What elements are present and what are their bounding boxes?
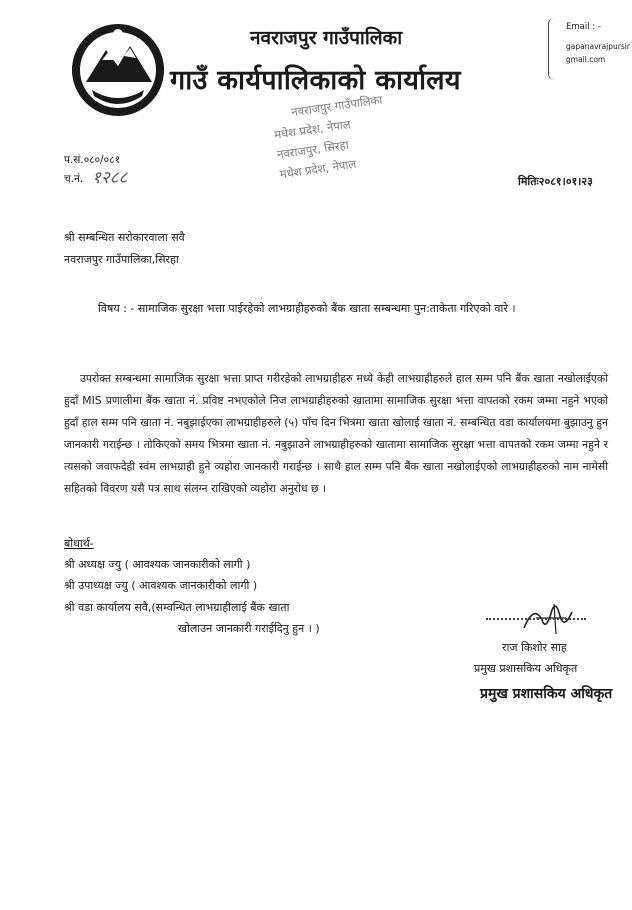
email-label: Email : - [566,22,601,32]
email-address-part1: gapanavrajpursir [566,42,630,51]
body-paragraph: उपरोक्त सम्बन्धमा सामाजिक सुरक्षा भत्ता प्राप्त गरीरहेको लाभग्राहीहरु मध्ये केही लाभग्राहीहरुले हाल सम्म पनि बैंक खाता नखोलाईएको हुदाँ MIS प्रणालीमा बैंक खाता नं. प्रविष्ट नभएकोले निज लाभग्राहीहरुको खातामा सामाजिक सुरक्षा भत्ता वापतको रकम जम्मा नहुने भएको हुदाँ हाल सम्म पनि खाता नं. नबुझाईएका लाभग्राहीहरुले (५) पाँच दिन भित्रमा खाता खोलाई खाता नं. सम्बन्धित वडा कार्यालयमा बुझाउनु हुन जानकारी गराईन्छ । तोकिएको समय भित्रमा खाता नं. नबुझाउने लाभग्राहीहरुको खातामा सामाजिक सुरक्षा भत्ता वापतको रकम जम्मा नहुने र त्यसको जवाफदेही स्वंम लाभग्राही हुने व्यहोरा जानकारी गराईन्छ । साथै हाल सम्म पनि बैंक खाता नखोलाईएको लाभग्राहीहरुको नाम नामेसी सहितको विवरण यसै पत्र साथ संलग्न राखिएको व्यहोरा अनुरोध छ । [64,372,608,495]
signatory-title-stamp: प्रमुख प्रशासकिय अधिकृत [480,686,613,702]
signatory-title: प्रमुख प्रशासकिय अधिकृत [474,662,578,675]
stamp-line-4: मधेश प्रदेश, नेपाल [278,156,358,182]
stamp-line-1: नवराजपुर गाउँपालिका [290,92,384,120]
letter-date: मितिः२०८१।०१।२३ [518,175,593,188]
stamp-line-3: नवराजपुर, सिरहा [276,137,350,162]
reference-number: प.सं.०८०/०८१ [64,154,121,166]
office-stamp [271,89,420,195]
stamp-line-2: मधेश प्रदेश, नेपाल [273,117,352,142]
addressee-line-1: श्री सम्बन्धित सरोकारवाला सवै [64,231,185,244]
addressee-line-2: नवराजपुर गाउँपालिका,सिरहा [64,253,179,266]
cc-item-vice-chairperson: श्री उपाध्यक्ष ज्यु ( आवश्यक जानकारीको लागी ) [64,579,258,592]
cc-item-ward-offices: श्री वडा कार्यालय सवै,(सम्वन्धित लाभग्राहीलाई बैंक खाता [64,601,290,614]
municipality-name: नवराजपुर गाउँपालिका [250,27,403,49]
cc-item-chairperson: श्री अध्यक्ष ज्यु ( आवश्यक जानकारीको लागी ) [64,558,251,571]
office-title: गाउँ कार्यपालिकाको कार्यालय [170,65,461,96]
dispatch-number-handwritten: १२८८ [92,168,128,188]
nepal-emblem-icon [68,20,168,120]
email-address-part2: gmail.com [566,55,606,64]
cc-item-ward-offices-continued: खोलाउन जानकारी गराईदिनु हुन । ) [178,622,320,635]
subject-line: विषय : - सामाजिक सुरक्षा भत्ता पाईरहेको लाभग्राहीहरुको बैंक खाता सम्बन्धमा पुन:ताकेता गरिएको वारे । [98,302,516,315]
dispatch-label: च.नं. [64,173,84,185]
signatory-name: राज किशोर साह [502,641,567,654]
cc-heading: बोधार्थ- [64,537,94,550]
signature-line [486,618,586,620]
